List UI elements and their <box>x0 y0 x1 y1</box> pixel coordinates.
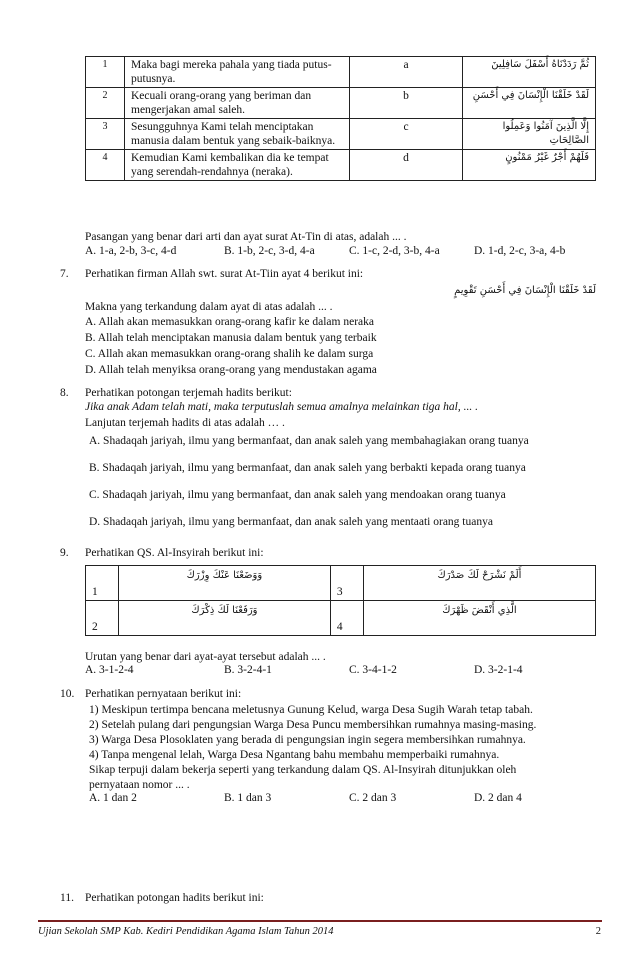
q7-option-a[interactable]: A. Allah akan memasukkan orang-orang kafir ke dalam neraka <box>85 316 374 328</box>
q10-stem: Perhatikan pernyataan berikut ini: <box>85 688 242 700</box>
q6-table <box>85 56 596 181</box>
q6-row-number: 2 <box>86 88 125 119</box>
q9-cell-arabic: الَّذِي أَنْقَضَ ظَهْرَكَ <box>363 601 595 636</box>
q9-option-d[interactable]: D. 3-2-1-4 <box>474 664 523 676</box>
q6-question: Pasangan yang benar dari arti dan ayat surat At-Tin di atas, adalah ... . <box>85 231 407 243</box>
q10-item-3: 3) Warga Desa Plosoklaten yang berada di pengungsian ingin segera membersihkan rumahnya. <box>89 734 526 746</box>
q6-row-translation: Sesungguhnya Kami telah menciptakan manusia dalam bentuk yang sebaik-baiknya. <box>125 119 350 150</box>
q9-option-a[interactable]: A. 3-1-2-4 <box>85 664 134 676</box>
q6-row-arabic: لَقَدْ خَلَقْنَا الْإِنْسَانَ فِي أَحْسَنِ <box>463 88 596 119</box>
q9-number: 9. <box>60 547 69 559</box>
q6-option-c[interactable]: C. 1-c, 2-d, 3-b, 4-a <box>349 245 440 257</box>
q8-number: 8. <box>60 387 69 399</box>
q6-row-arabic: فَلَهُمْ أَجْرٌ غَيْرُ مَمْنُونٍ <box>463 150 596 181</box>
q6-table-row <box>86 57 596 88</box>
q6-row-number: 1 <box>86 57 125 88</box>
q8-option-b[interactable]: B. Shadaqah jariyah, ilmu yang bermanfaat, dan anak saleh yang berbakti kepada orang tuanya <box>89 462 526 474</box>
q8-question: Lanjutan terjemah hadits di atas adalah … . <box>85 417 285 429</box>
q10-option-a[interactable]: A. 1 dan 2 <box>89 792 137 804</box>
q8-option-d[interactable]: D. Shadaqah jariyah, ilmu yang bermanfaat, dan anak saleh yang mentaati orang tuanya <box>89 516 493 528</box>
q10-item-4: 4) Tanpa mengenal lelah, Warga Desa Ngantang bahu membahu memperbaiki rumahnya. <box>89 749 500 761</box>
q6-row-translation: Maka bagi mereka pahala yang tiada putus-putusnya. <box>125 57 350 88</box>
q8-quote: Jika anak Adam telah mati, maka terputuslah semua amalnya melainkan tiga hal, ... . <box>85 401 478 413</box>
q7-option-c[interactable]: C. Allah akan memasukkan orang-orang shalih ke dalam surga <box>85 348 374 360</box>
q9-cell-num: 2 <box>86 601 119 636</box>
q6-table-row <box>86 88 596 119</box>
q10-option-c[interactable]: C. 2 dan 3 <box>349 792 397 804</box>
q10-option-d[interactable]: D. 2 dan 4 <box>474 792 522 804</box>
q9-option-c[interactable]: C. 3-4-1-2 <box>349 664 397 676</box>
q10-question-line1: Sikap terpuji dalam bekerja seperti yang terkandung dalam QS. Al-Insyirah ditunjukkan oleh <box>89 764 517 776</box>
q9-question: Urutan yang benar dari ayat-ayat tersebut adalah ... . <box>85 651 326 663</box>
q10-question-line2: pernyataan nomor ... . <box>89 779 190 791</box>
q7-arabic-verse: لَقَدْ خَلَقْنَا الْإِنْسَانَ فِي أَحْسَنِ تَقْوِيمٍ <box>454 285 596 296</box>
q9-option-b[interactable]: B. 3-2-4-1 <box>224 664 272 676</box>
q10-item-2: 2) Setelah pulang dari pengungsian Warga Desa Puncu membersihkan rumahnya masing-masing. <box>89 719 537 731</box>
q6-table-row <box>86 119 596 150</box>
q6-row-arabic: ثُمَّ رَدَدْنَاهُ أَسْفَلَ سَافِلِينَ <box>463 57 596 88</box>
q9-cell-num: 1 <box>86 566 119 601</box>
q6-row-translation: Kemudian Kami kembalikan dia ke tempat yang serendah-rendahnya (neraka). <box>125 150 350 181</box>
footer-divider <box>38 920 602 922</box>
q6-option-a[interactable]: A. 1-a, 2-b, 3-c, 4-d <box>85 245 177 257</box>
q6-option-d[interactable]: D. 1-d, 2-c, 3-a, 4-b <box>474 245 566 257</box>
q11-stem: Perhatikan potongan hadits berikut ini: <box>85 892 264 904</box>
q10-item-1: 1) Meskipun tertimpa bencana meletusnya Gunung Kelud, warga Desa Sugih Warah tetap tabah. <box>89 704 533 716</box>
q6-option-b[interactable]: B. 1-b, 2-c, 3-d, 4-a <box>224 245 315 257</box>
q7-number: 7. <box>60 268 69 280</box>
q9-cell-arabic: وَرَفَعْنَا لَكَ ذِكْرَكَ <box>119 601 331 636</box>
q9-cell-num: 3 <box>330 566 363 601</box>
q7-stem: Perhatikan firman Allah swt. surat At-Tiin ayat 4 berikut ini: <box>85 268 364 280</box>
q6-row-number: 3 <box>86 119 125 150</box>
q10-number: 10. <box>60 688 75 700</box>
q9-verse-table <box>85 565 596 636</box>
q6-row-letter: d <box>350 150 463 181</box>
q8-option-a[interactable]: A. Shadaqah jariyah, ilmu yang bermanfaat, dan anak saleh yang membahagiakan orang tuanya <box>89 435 529 447</box>
q6-row-arabic: إِلَّا الَّذِينَ آمَنُوا وَعَمِلُوا الصَّالِحَاتِ <box>463 119 596 150</box>
q7-option-b[interactable]: B. Allah telah menciptakan manusia dalam bentuk yang terbaik <box>85 332 377 344</box>
q8-stem: Perhatikan potongan terjemah hadits berikut: <box>85 387 292 399</box>
q10-option-b[interactable]: B. 1 dan 3 <box>224 792 272 804</box>
q6-row-translation: Kecuali orang-orang yang beriman dan mengerjakan amal saleh. <box>125 88 350 119</box>
q9-cell-arabic: أَلَمْ نَشْرَحْ لَكَ صَدْرَكَ <box>363 566 595 601</box>
q9-cell-num: 4 <box>330 601 363 636</box>
q6-table-row <box>86 150 596 181</box>
q6-row-letter: a <box>350 57 463 88</box>
q7-question: Makna yang terkandung dalam ayat di atas adalah ... . <box>85 301 333 313</box>
page-number: 2 <box>595 926 601 937</box>
q9-cell-arabic: وَوَضَعْنَا عَنْكَ وِزْرَكَ <box>119 566 331 601</box>
q6-row-letter: c <box>350 119 463 150</box>
q8-option-c[interactable]: C. Shadaqah jariyah, ilmu yang bermanfaat, dan anak saleh yang mendoakan orang tuanya <box>89 489 506 501</box>
q7-option-d[interactable]: D. Allah telah menyiksa orang-orang yang mendustakan agama <box>85 364 377 376</box>
footer-title: Ujian Sekolah SMP Kab. Kediri Pendidikan Agama Islam Tahun 2014 <box>38 926 334 937</box>
q6-row-letter: b <box>350 88 463 119</box>
q11-number: 11. <box>60 892 74 904</box>
q9-stem: Perhatikan QS. Al-Insyirah berikut ini: <box>85 547 264 559</box>
q6-row-number: 4 <box>86 150 125 181</box>
